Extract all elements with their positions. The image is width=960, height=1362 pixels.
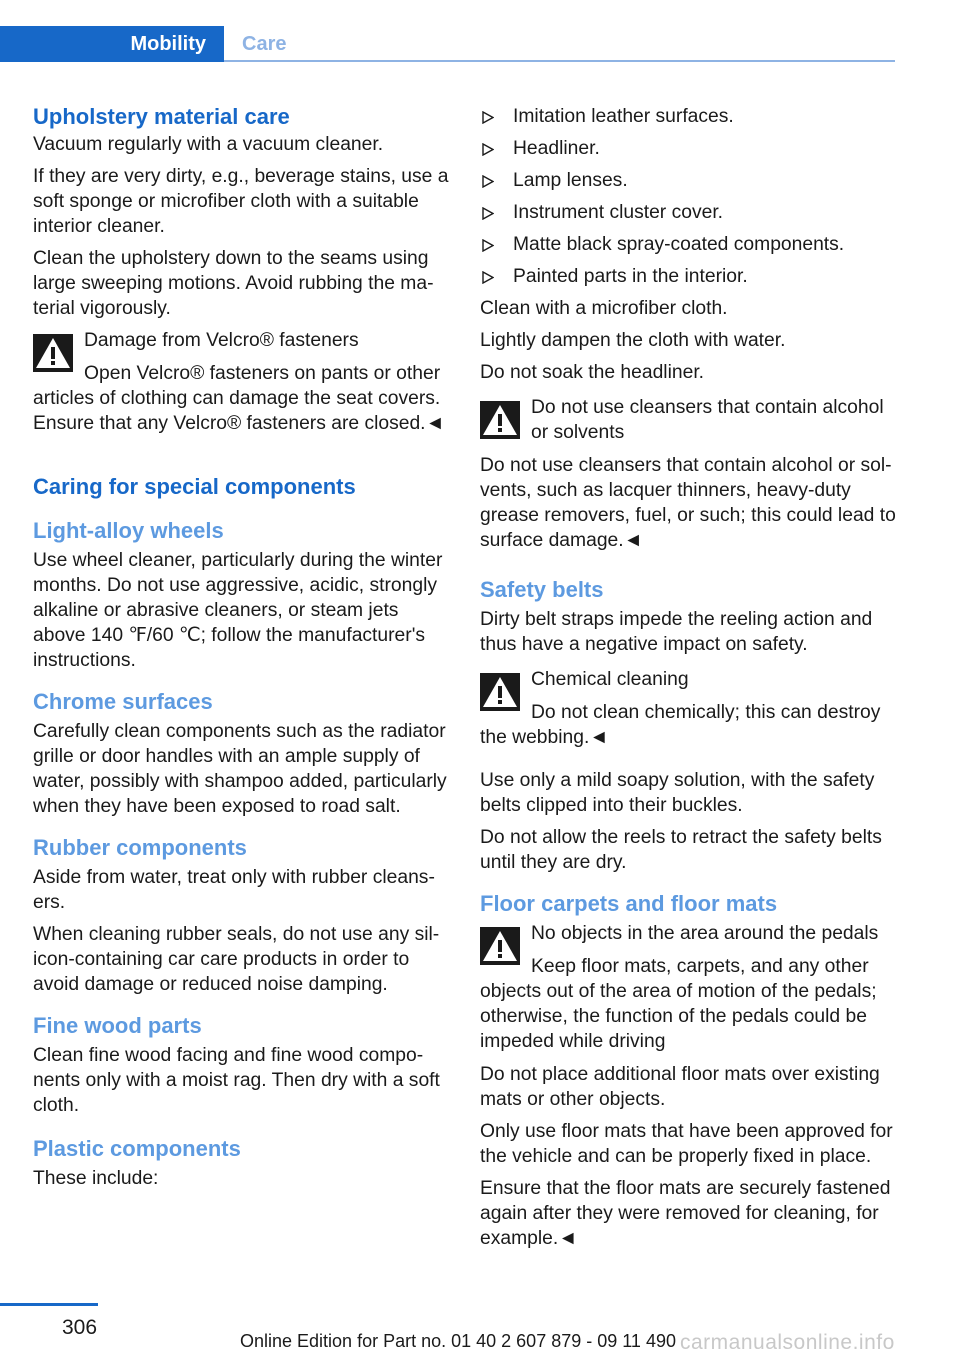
list-item-text: Lamp lenses. bbox=[513, 170, 628, 191]
list-item bbox=[480, 168, 897, 193]
list-item-text: Imitation leather surfaces. bbox=[513, 106, 734, 127]
heading-floor-mats: Floor carpets and floor mats bbox=[480, 891, 778, 916]
watermark: carmanualsonline.info bbox=[680, 1331, 895, 1354]
warning-pedals bbox=[480, 921, 897, 1054]
warning-title: Do not use cleansers that contain alcohol or solvents bbox=[531, 397, 884, 443]
paragraph: Dirty belt straps impede the reeling action and thus have a negative impact on safety. bbox=[480, 609, 873, 655]
list-item-text: Instrument cluster cover. bbox=[513, 202, 724, 223]
warning-body: Open Velcro® fasteners on pants or other articles of clothing can damage the seat covers. Ensure that any Velcro® fasteners are closed.◄ bbox=[33, 363, 445, 434]
header-divider bbox=[224, 60, 895, 62]
list-item bbox=[480, 232, 897, 257]
warning-title: Chemical cleaning bbox=[531, 669, 689, 690]
heading-rubber-components: Rubber components bbox=[33, 835, 247, 860]
tab-care[interactable]: Care bbox=[242, 32, 287, 55]
paragraph: Aside from water, treat only with rubber cleansers. bbox=[33, 867, 435, 913]
heading-light-alloy-wheels: Light-alloy wheels bbox=[33, 518, 224, 543]
left-column bbox=[33, 102, 449, 1198]
paragraph: Vacuum regularly with a vacuum cleaner. bbox=[33, 134, 384, 155]
bullet-triangle-icon bbox=[482, 143, 494, 156]
bullet-triangle-icon bbox=[482, 271, 494, 284]
section-header bbox=[0, 26, 895, 62]
warning-triangle-icon bbox=[480, 927, 520, 965]
list-item-text: Painted parts in the interior. bbox=[513, 266, 748, 287]
paragraph: Do not soak the headliner. bbox=[480, 362, 705, 383]
tab-mobility[interactable]: Mobility bbox=[0, 26, 224, 62]
paragraph: Clean the upholstery down to the seams using large sweeping motions. Avoid rubbing the material vigorously. bbox=[33, 248, 434, 319]
heading-upholstery: Upholstery material care bbox=[33, 104, 290, 129]
list-item bbox=[480, 136, 897, 161]
warning-title: Damage from Velcro® fasteners bbox=[84, 330, 359, 351]
list-item bbox=[480, 104, 897, 129]
warning-triangle-icon bbox=[33, 334, 73, 372]
heading-safety-belts: Safety belts bbox=[480, 577, 604, 602]
warning-chemical-cleaning bbox=[480, 667, 897, 750]
bullet-triangle-icon bbox=[482, 175, 494, 188]
paragraph: Clean fine wood facing and fine wood components only with a moist rag. Then dry with a soft cloth. bbox=[33, 1045, 440, 1116]
paragraph: Carefully clean components such as the radiator grille or door handles with an ample supply of water, possibly with shampoo added, particularly when they have been exposed to road salt. bbox=[33, 721, 447, 817]
paragraph: When cleaning rubber seals, do not use any silicon-containing car care products in order to avoid damage or reduced noise damping. bbox=[33, 924, 440, 995]
bullet-triangle-icon bbox=[482, 207, 494, 220]
heading-chrome-surfaces: Chrome surfaces bbox=[33, 689, 213, 714]
paragraph: Lightly dampen the cloth with water. bbox=[480, 330, 786, 351]
footer-divider bbox=[0, 1303, 98, 1306]
warning-triangle-icon bbox=[480, 401, 520, 439]
heading-special-components: Caring for special components bbox=[33, 474, 356, 499]
warning-body: Do not clean chemically; this can destroy the webbing.◄ bbox=[480, 702, 881, 748]
warning-cleansers bbox=[480, 395, 897, 553]
list-item bbox=[480, 264, 897, 289]
paragraph: Use only a mild soapy solution, with the safety belts clipped into their buckles. bbox=[480, 770, 875, 816]
warning-velcro bbox=[33, 328, 449, 436]
paragraph: Do not place additional floor mats over existing mats or other objects. bbox=[480, 1064, 880, 1110]
paragraph: If they are very dirty, e.g., beverage stains, use a soft sponge or microfiber cloth with a suitable interior cleaner. bbox=[33, 166, 449, 237]
list-item-text: Headliner. bbox=[513, 138, 600, 159]
paragraph: Use wheel cleaner, particularly during the winter months. Do not use aggressive, acidic, strongly alkaline or abrasive cleaners, or steam jets above 140 ℉/60 ℃; follow the manufacturer's instructions. bbox=[33, 550, 443, 671]
page-number: 306 bbox=[62, 1316, 98, 1339]
heading-fine-wood-parts: Fine wood parts bbox=[33, 1013, 202, 1038]
warning-body: Keep floor mats, carpets, and any other objects out of the area of motion of the pedals; otherwise, the function of the pedals could be impeded while driving bbox=[480, 956, 877, 1052]
bullet-triangle-icon bbox=[482, 111, 494, 124]
heading-plastic-components: Plastic components bbox=[33, 1136, 241, 1161]
warning-triangle-icon bbox=[480, 673, 520, 711]
plastic-components-list bbox=[480, 104, 897, 289]
edition-note: Online Edition for Part no. 01 40 2 607 879 - 09 11 490 bbox=[240, 1331, 676, 1351]
right-column bbox=[480, 104, 897, 1258]
warning-title: No objects in the area around the pedals bbox=[531, 923, 879, 944]
paragraph: Ensure that the floor mats are securely fastened again after they were removed for cleaning, for example.◄ bbox=[480, 1178, 891, 1249]
list-item-text: Matte black spray-coated components. bbox=[513, 234, 845, 255]
paragraph: Only use floor mats that have been approved for the vehicle and can be properly fixed in place. bbox=[480, 1121, 893, 1167]
warning-body: Do not use cleansers that contain alcohol or solvents, such as lacquer thinners, heavy-duty grease removers, fuel, or such; this could lead to surface damage.◄ bbox=[480, 455, 896, 551]
bullet-triangle-icon bbox=[482, 239, 494, 252]
list-item bbox=[480, 200, 897, 225]
paragraph: Do not allow the reels to retract the safety belts until they are dry. bbox=[480, 827, 882, 873]
paragraph: These include: bbox=[33, 1168, 159, 1189]
paragraph: Clean with a microfiber cloth. bbox=[480, 298, 728, 319]
